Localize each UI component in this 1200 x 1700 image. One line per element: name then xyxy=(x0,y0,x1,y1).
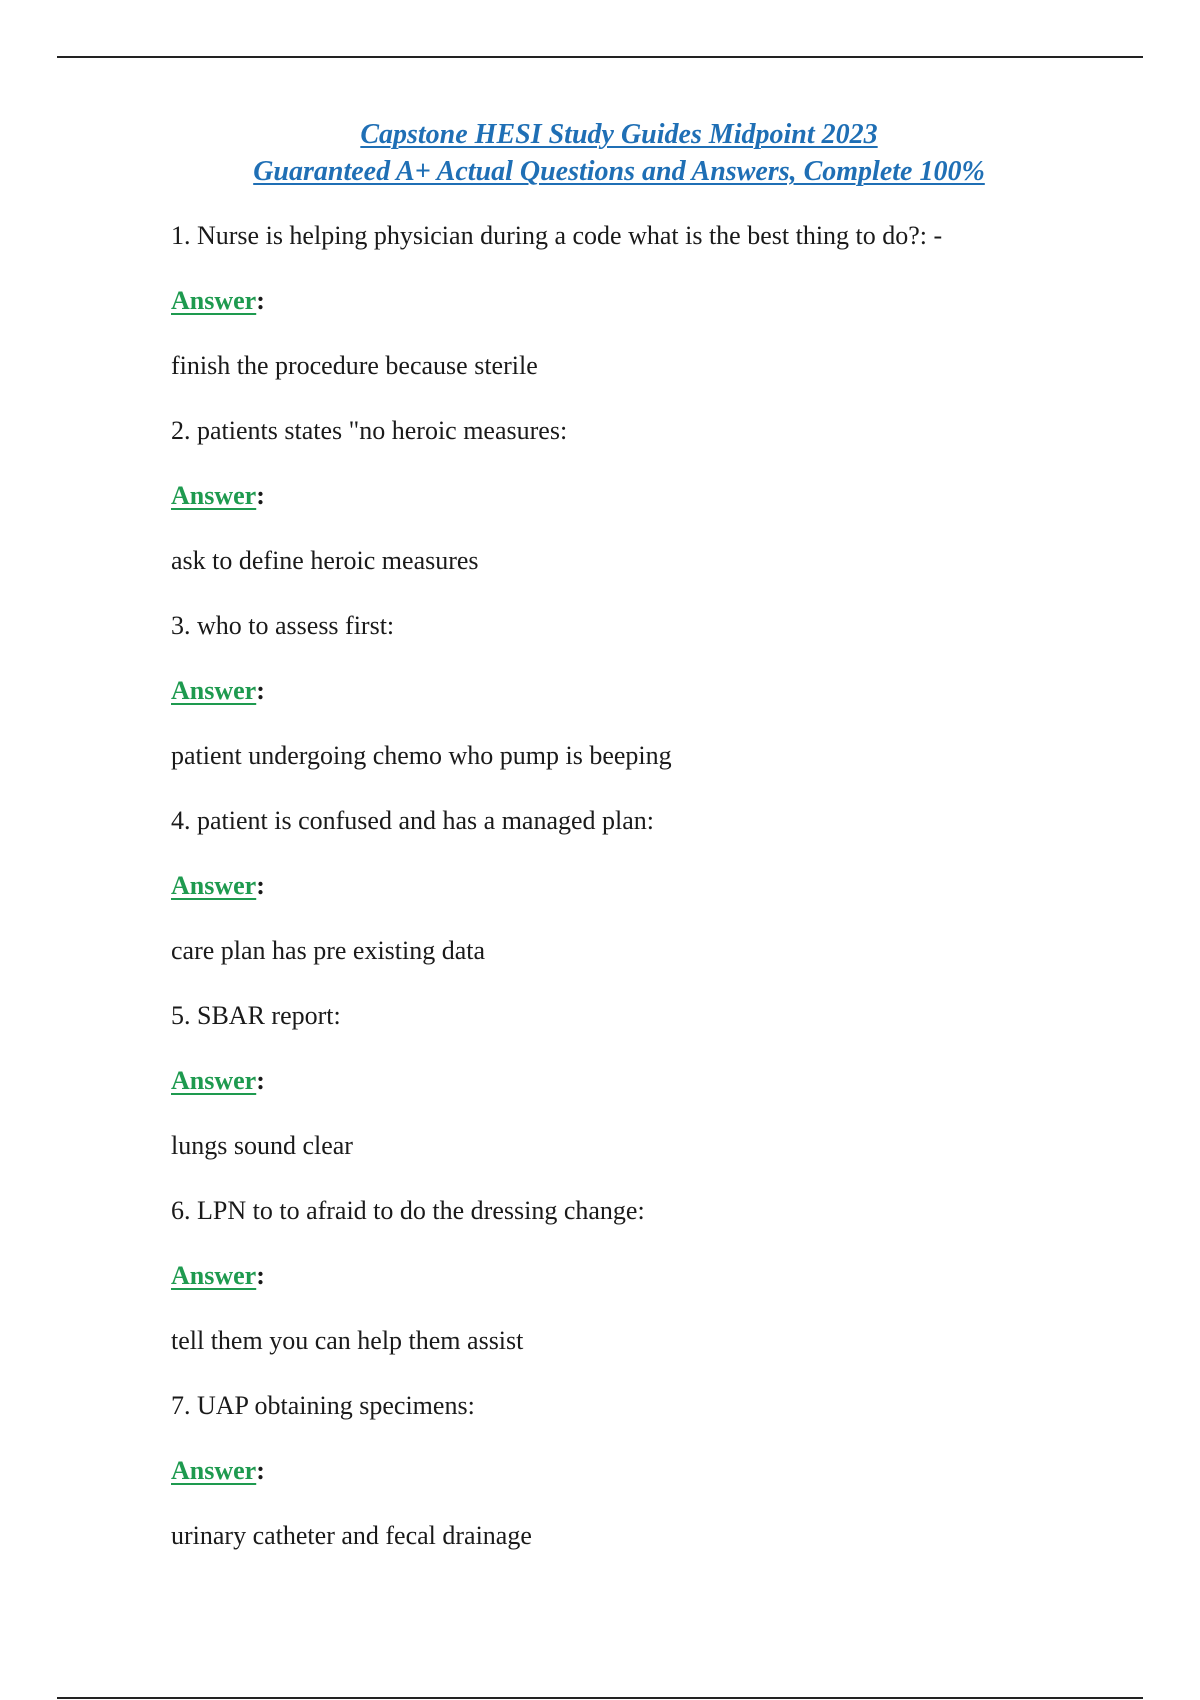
question-6: 6. LPN to to afraid to do the dressing change: xyxy=(171,1196,645,1225)
answer-5: lungs sound clear xyxy=(171,1131,353,1160)
answer-label-text: Answer xyxy=(171,1261,257,1290)
title-line-2[interactable]: Guaranteed A+ Actual Questions and Answers, Complete 100% xyxy=(253,156,985,187)
answer-label-text: Answer xyxy=(171,286,257,315)
answer-label-4: Answer: xyxy=(171,871,265,900)
title-line-1[interactable]: Capstone HESI Study Guides Midpoint 2023 xyxy=(360,119,878,150)
question-4: 4. patient is confused and has a managed plan: xyxy=(171,806,655,835)
answer-label-text: Answer xyxy=(171,871,257,900)
bottom-rule xyxy=(57,1697,1143,1699)
top-rule xyxy=(57,56,1143,58)
question-1: 1. Nurse is helping physician during a code what is the best thing to do?: - xyxy=(171,221,943,250)
question-5: 5. SBAR report: xyxy=(171,1001,341,1030)
answer-label-2: Answer: xyxy=(171,481,265,510)
question-3: 3. who to assess first: xyxy=(171,611,395,640)
answer-4: care plan has pre existing data xyxy=(171,936,486,965)
answer-label-text: Answer xyxy=(171,676,257,705)
answer-6: tell them you can help them assist xyxy=(171,1326,524,1355)
answer-label-6: Answer: xyxy=(171,1261,265,1290)
answer-label-text: Answer xyxy=(171,1066,257,1095)
question-2: 2. patients states "no heroic measures: xyxy=(171,416,568,445)
question-7: 7. UAP obtaining specimens: xyxy=(171,1391,475,1420)
answer-label-7: Answer: xyxy=(171,1456,265,1485)
answer-label-5: Answer: xyxy=(171,1066,265,1095)
document-title xyxy=(0,116,1200,190)
answer-2: ask to define heroic measures xyxy=(171,546,479,575)
answer-label-3: Answer: xyxy=(171,676,265,705)
answer-1: finish the procedure because sterile xyxy=(171,351,538,380)
answer-7: urinary catheter and fecal drainage xyxy=(171,1521,532,1550)
answer-3: patient undergoing chemo who pump is beeping xyxy=(171,741,672,770)
qa-list xyxy=(171,216,1131,1581)
answer-label-text: Answer xyxy=(171,1456,257,1485)
answer-label-1: Answer: xyxy=(171,286,265,315)
answer-label-text: Answer xyxy=(171,481,257,510)
